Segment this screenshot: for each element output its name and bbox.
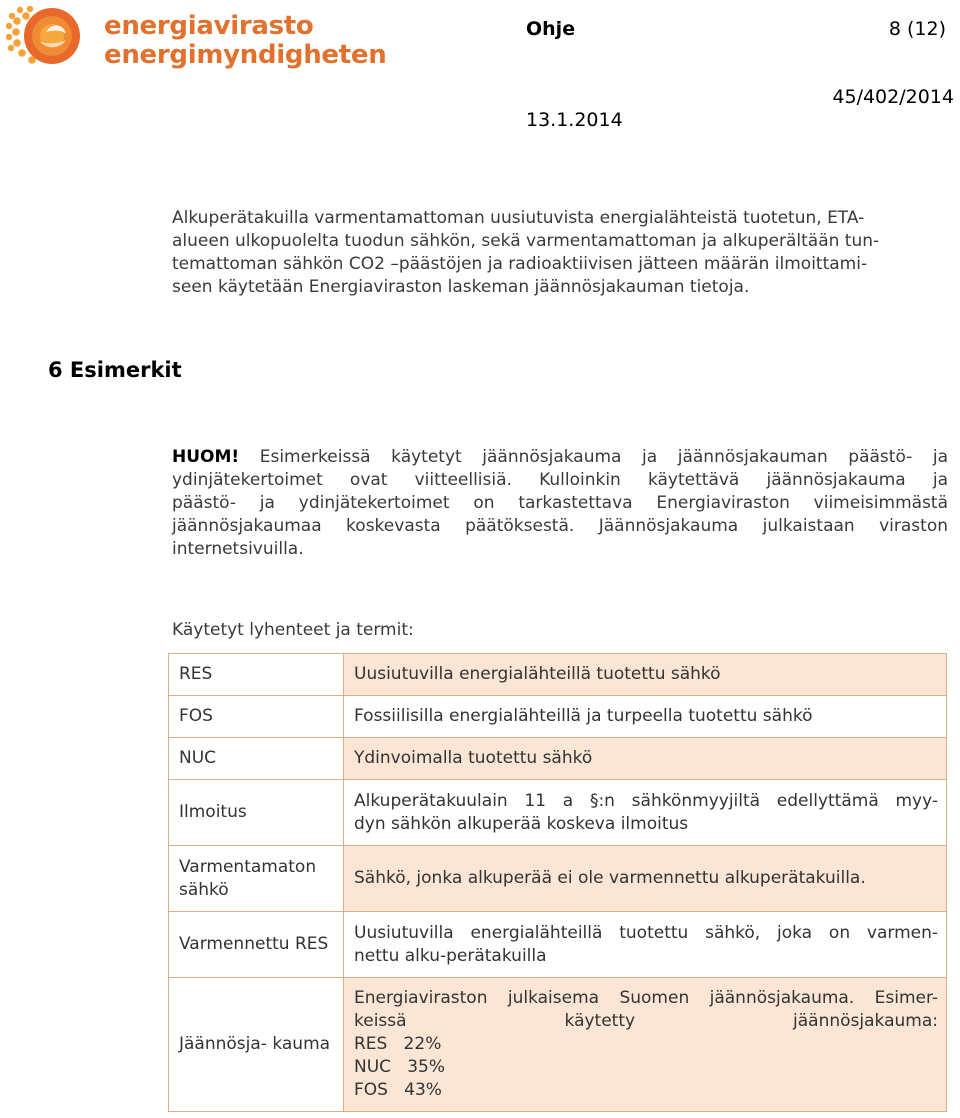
definition-line: Uusiutuvilla energialähteillä tuotettu sähkö — [354, 664, 721, 684]
table-row — [169, 696, 947, 738]
distribution-line: NUC 35% — [354, 1057, 446, 1077]
page-number: 8 (12) — [888, 18, 946, 40]
definition-line: keissä käytetty jäännösjakauma: — [354, 1011, 938, 1031]
term-cell — [169, 738, 344, 780]
definition-cell — [344, 780, 947, 846]
note-line: internetsivuilla. — [172, 539, 304, 559]
definition-line: Alkuperätakuulain 11 a §:n sähkönmyyjiltä edellyttämä myy- — [354, 790, 938, 811]
term-text: NUC — [179, 748, 217, 768]
document-reference: 45/402/2014 — [832, 86, 954, 108]
definition-line: Energiaviraston julkaisema Suomen jäännösjakauma. Esimer- — [354, 988, 938, 1008]
logo-line-1: energiavirasto — [104, 11, 314, 41]
definition-line: dyn sähkön alkuperää koskeva ilmoitus — [354, 813, 689, 834]
definition-line: Fossiilisilla energialähteillä ja turpeella tuotettu sähkö — [354, 706, 813, 726]
term-text: Jäännösja- — [179, 1034, 267, 1054]
logo-line-2: energimyndigheten — [104, 40, 387, 70]
document-date: 13.1.2014 — [526, 109, 623, 131]
table-row — [169, 780, 947, 846]
note-line: päästö- ja ydinjätekertoimet on tarkastettava Energiaviraston viimeisimmästä — [172, 493, 948, 513]
definition-cell — [344, 846, 947, 912]
term-cell — [169, 978, 344, 1112]
table-row — [169, 978, 947, 1112]
intro-line: seen käytetään Energiaviraston laskeman jäännösjakauman tietoja. — [172, 277, 750, 297]
term-text: Varmentamaton — [179, 856, 317, 877]
terms-table — [168, 653, 947, 1112]
note-line: ydinjätekertoimet ovat viitteellisiä. Kulloinkin käytettävä jäännösjakauma ja — [172, 470, 948, 490]
definition-line: nettu alku-perätakuilla — [354, 945, 547, 966]
definition-line: Uusiutuvilla energialähteillä tuotettu sähkö, joka on varmen- — [354, 922, 938, 943]
definition-cell — [344, 696, 947, 738]
term-text: Ilmoitus — [179, 802, 247, 822]
definition-cell — [344, 738, 947, 780]
section-heading: 6 Esimerkit — [48, 358, 182, 382]
note-line — [172, 446, 948, 469]
table-row — [169, 654, 947, 696]
term-text: kauma — [272, 1034, 331, 1054]
definition-cell — [344, 912, 947, 978]
term-cell — [169, 912, 344, 978]
distribution-line: FOS 43% — [354, 1080, 442, 1100]
term-text: RES — [179, 664, 213, 684]
term-text: Varmennettu — [179, 934, 290, 954]
term-text: sähkö — [179, 879, 229, 900]
table-caption: Käytetyt lyhenteet ja termit: — [172, 620, 414, 640]
intro-line: Alkuperätakuilla varmentamattoman uusiutuvista energialähteistä tuotetun, ETA- — [172, 208, 865, 228]
distribution-line: RES 22% — [354, 1034, 442, 1054]
table-row — [169, 846, 947, 912]
document-type: Ohje — [526, 18, 576, 40]
note-paragraph — [172, 446, 948, 561]
intro-line: temattoman sähkön CO2 –päästöjen ja radioaktiivisen jätteen määrän ilmoittami- — [172, 254, 868, 274]
term-cell — [169, 846, 344, 912]
definition-line: Sähkö, jonka alkuperää ei ole varmennettu alkuperätakuilla. — [354, 868, 866, 888]
definition-cell — [344, 654, 947, 696]
note-label: HUOM! — [172, 447, 240, 467]
note-line: jäännösjakaumaa koskevasta päätöksestä. Jäännösjakauma julkaistaan viraston — [172, 516, 948, 536]
definition-line: Ydinvoimalla tuotettu sähkö — [354, 748, 593, 768]
table-row — [169, 912, 947, 978]
energiavirasto-logo — [6, 6, 387, 78]
intro-line: alueen ulkopuolelta tuodun sähkön, sekä varmentamattoman ja alkuperältään tun- — [172, 231, 880, 251]
note-first-line-text: Esimerkeissä käytetyt jäännösjakauma ja jäännösjakauman päästö- ja — [239, 447, 948, 467]
term-cell — [169, 696, 344, 738]
logo-wordmark — [104, 12, 386, 70]
definition-cell — [344, 978, 947, 1112]
term-cell — [169, 780, 344, 846]
term-text: RES — [294, 934, 329, 954]
intro-paragraph — [172, 207, 952, 299]
table-row — [169, 738, 947, 780]
sun-logo-icon — [6, 6, 88, 68]
term-text: FOS — [179, 706, 213, 726]
term-cell — [169, 654, 344, 696]
